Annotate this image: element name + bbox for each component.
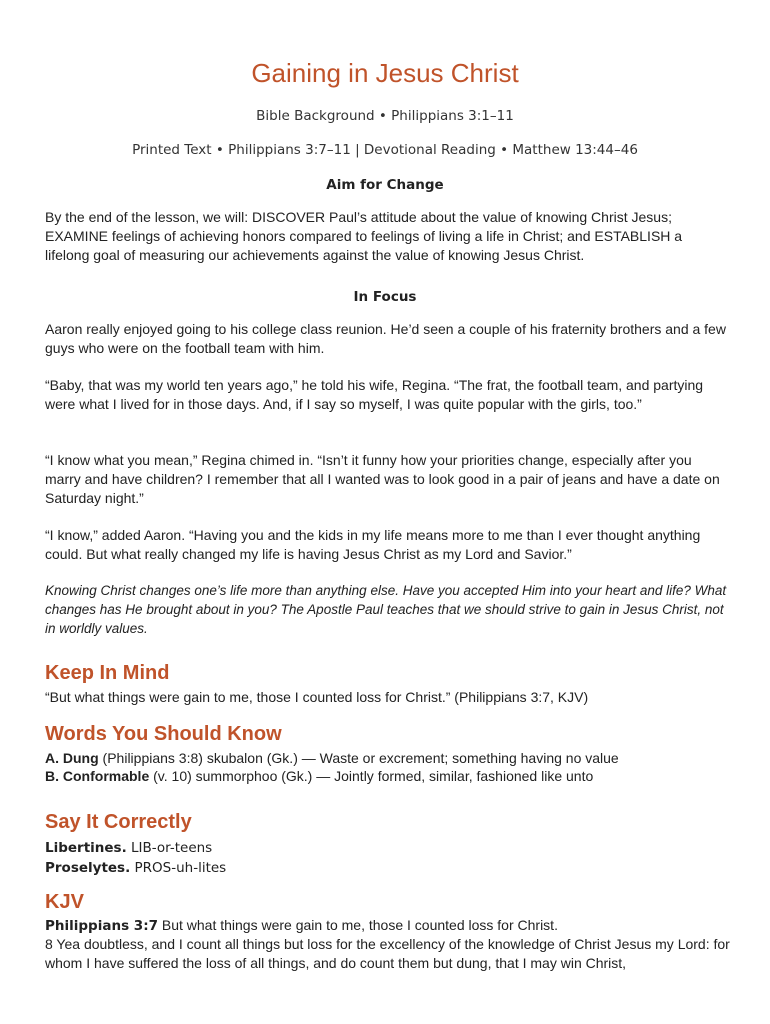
aim-text: By the end of the lesson, we will: DISCOVER Paul’s attitude about the value of knowing Christ Jesus; EXAMINE feelings of achieving honors compared to feelings of living a life in Christ; and ESTABLISH a lifelong goal of measuring our achievements against the value of knowing Jesus Christ.: [45, 209, 683, 263]
pronunciation-item: [45, 839, 735, 858]
pronunciation-term: Proselytes.: [45, 860, 131, 876]
pronunciation-term: Libertines.: [45, 840, 127, 856]
word-item: [45, 749, 735, 768]
pronunciation-guide: LIB-or-teens: [126, 840, 213, 856]
kjv-verse-7-text: But what things were gain to me, those I counted loss for Christ.: [157, 917, 558, 933]
printed-text-line: Printed Text • Philippians 3:7–11 | Devotional Reading • Matthew 13:44–46: [132, 142, 638, 158]
kjv-heading: KJV: [45, 891, 84, 913]
kjv-verse-7: [45, 916, 735, 936]
keep-in-mind-heading: Keep In Mind: [45, 662, 170, 684]
word-item: [45, 767, 735, 786]
kjv-verse-8: 8 Yea doubtless, and I count all things but loss for the excellency of the knowledge of Christ Jesus my Lord: for whom I have suffered the loss of all things, and do count them but dung, that I may win Christ,: [45, 936, 730, 971]
focus-heading: In Focus: [353, 289, 417, 305]
words-heading: Words You Should Know: [45, 723, 282, 745]
focus-paragraph-4: “I know,” added Aaron. “Having you and the kids in my life means more to me than I ever thought anything could. But what really changed my life is having Jesus Christ as my Lord and Savior.”: [45, 527, 701, 562]
keep-in-mind-verse: “But what things were gain to me, those I counted loss for Christ.” (Philippians 3:7, KJV): [45, 689, 589, 705]
word-definition: (v. 10) summorphoo (Gk.) — Jointly formed, similar, fashioned like unto: [149, 768, 594, 784]
pronunciation-item: [45, 859, 735, 878]
focus-paragraph-2: “Baby, that was my world ten years ago,” he told his wife, Regina. “The frat, the football team, and partying were what I lived for in those days. And, if I say so myself, I was quite popular with the girls, too.”: [45, 377, 704, 412]
pronunciation-guide: PROS-uh-lites: [130, 860, 227, 876]
word-term: A. Dung: [45, 750, 99, 766]
focus-paragraph-1: Aaron really enjoyed going to his college class reunion. He’d seen a couple of his fraternity brothers and a few guys who were on the football team with him.: [45, 321, 726, 356]
say-it-heading: Say It Correctly: [45, 811, 192, 833]
focus-paragraph-3: “I know what you mean,” Regina chimed in. “Isn’t it funny how your priorities change, especially after you marry and have children? I remember that all I wanted was to look good in a pair of jeans and have a date on Saturday night.”: [45, 452, 720, 506]
page-title: Gaining in Jesus Christ: [251, 58, 519, 88]
word-definition: (Philippians 3:8) skubalon (Gk.) — Waste or excrement; something having no value: [98, 750, 619, 766]
focus-summary: Knowing Christ changes one’s life more than anything else. Have you accepted Him into your heart and life? What changes has He brought about in you? The Apostle Paul teaches that we should strive to gain in Jesus Christ, not in worldly values.: [45, 583, 727, 636]
kjv-reference: Philippians 3:7: [45, 918, 158, 934]
word-term: B. Conformable: [45, 768, 150, 784]
bible-background: Bible Background • Philippians 3:1–11: [256, 108, 514, 124]
aim-heading: Aim for Change: [326, 177, 444, 193]
